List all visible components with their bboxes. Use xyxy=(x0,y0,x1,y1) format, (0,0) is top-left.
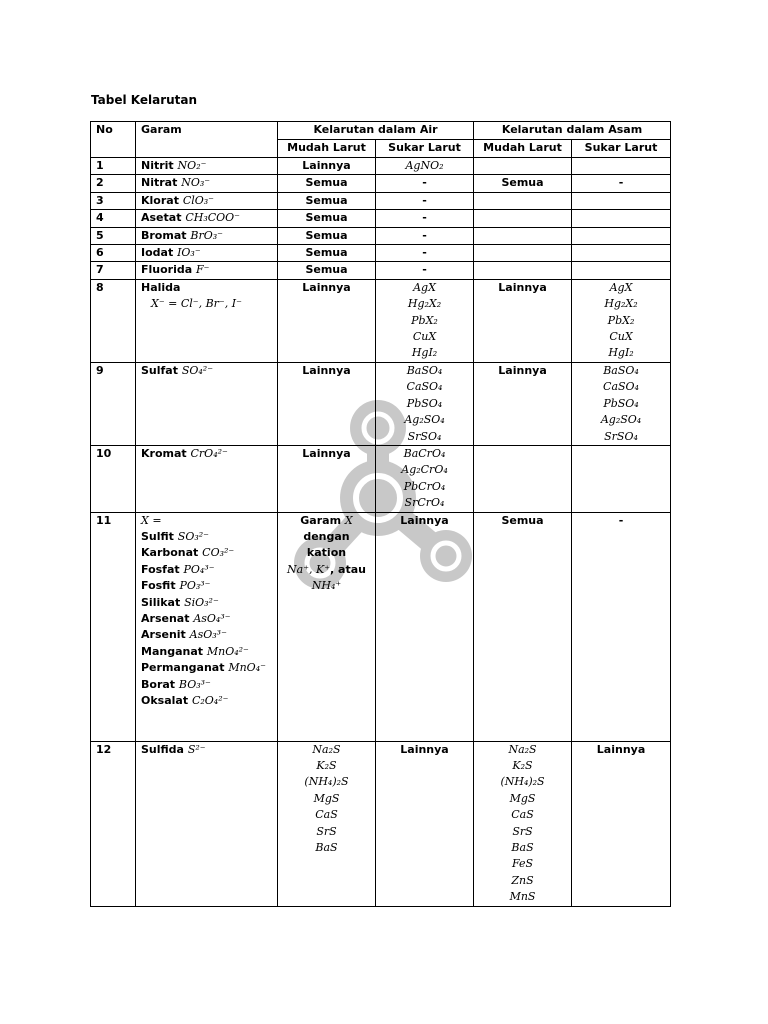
asam-sukar-cell: - xyxy=(572,512,671,741)
solubility-table xyxy=(90,121,671,907)
air-mudah-cell: Lainnya xyxy=(278,279,376,362)
anion-name: Manganat xyxy=(141,644,204,658)
formula: Ag₂SO₄ xyxy=(404,413,445,427)
asam-mudah-cell xyxy=(474,741,572,906)
asam-sukar-cell xyxy=(572,445,671,512)
anion-formula: AsO₃³⁻ xyxy=(189,628,227,642)
table-row xyxy=(91,445,671,512)
air-sukar-cell: - xyxy=(376,175,474,192)
table-row xyxy=(91,175,671,192)
row-number: 12 xyxy=(91,741,136,906)
asam-sukar-cell: Lainnya xyxy=(572,741,671,906)
row-number: 4 xyxy=(91,210,136,227)
anion-name: Borat xyxy=(141,677,176,691)
anion-formula: SiO₃²⁻ xyxy=(184,595,219,609)
anion-formula: BO₃³⁻ xyxy=(178,677,211,691)
salt-name xyxy=(136,245,278,262)
anion-formula: CO₃²⁻ xyxy=(202,546,235,560)
asam-sukar-cell: - xyxy=(572,175,671,192)
header-asam-mudah: Mudah Larut xyxy=(474,140,572,158)
header-kelarutan-air: Kelarutan dalam Air xyxy=(278,122,474,140)
air-mudah-cell: Semua xyxy=(278,175,376,192)
table-row xyxy=(91,210,671,227)
salt-name xyxy=(136,741,278,906)
salt-ion: CrO₄²⁻ xyxy=(190,446,228,460)
salt-ion: SO₄²⁻ xyxy=(181,363,214,377)
row-number: 5 xyxy=(91,227,136,244)
cation-note-line xyxy=(283,562,370,578)
formula: BaS xyxy=(511,840,534,854)
asam-sukar-cell xyxy=(572,279,671,362)
anion-name: Arsenat xyxy=(141,611,190,625)
air-mudah-cell: Lainnya xyxy=(278,158,376,175)
anion-name: Silikat xyxy=(141,595,181,609)
anion-item xyxy=(141,595,272,611)
anion-item xyxy=(141,529,272,545)
cation-note-garam: Garam xyxy=(300,513,342,527)
row-number: 10 xyxy=(91,445,136,512)
header-no: No xyxy=(91,122,136,158)
document-title: Tabel Kelarutan xyxy=(91,93,198,107)
salt-label: Bromat xyxy=(141,228,187,242)
formula: SrCrO₄ xyxy=(404,496,445,510)
table-row xyxy=(91,245,671,262)
asam-mudah-cell xyxy=(474,210,572,227)
asam-sukar-cell xyxy=(572,192,671,209)
anion-item xyxy=(141,545,272,561)
formula: CaS xyxy=(511,808,534,822)
air-sukar-cell: Lainnya xyxy=(376,741,474,906)
asam-sukar-cell xyxy=(572,262,671,279)
anion-formula: AsO₄³⁻ xyxy=(193,611,231,625)
anion-item xyxy=(141,660,272,676)
header-asam-sukar: Sukar Larut xyxy=(572,140,671,158)
anion-formula: PO₃³⁻ xyxy=(179,579,211,593)
header-kelarutan-asam: Kelarutan dalam Asam xyxy=(474,122,671,140)
air-mudah-cell: Semua xyxy=(278,210,376,227)
asam-mudah-cell: Lainnya xyxy=(474,362,572,445)
anion-name: Arsenit xyxy=(141,628,186,642)
cation-note-x: X xyxy=(344,513,353,527)
asam-sukar-cell xyxy=(572,227,671,244)
air-sukar-cell: - xyxy=(376,210,474,227)
formula: MnS xyxy=(509,890,536,904)
asam-mudah-cell xyxy=(474,158,572,175)
air-mudah-cell xyxy=(278,512,376,741)
formula: PbSO₄ xyxy=(603,396,639,410)
anion-item xyxy=(141,693,272,709)
formula: AgX xyxy=(609,280,633,294)
header-row-1 xyxy=(91,122,671,140)
salt-ion: S²⁻ xyxy=(187,742,206,756)
formula: PbX₂ xyxy=(607,313,635,327)
asam-mudah-cell: Lainnya xyxy=(474,279,572,362)
salt-label: Nitrat xyxy=(141,176,178,190)
header-air-mudah: Mudah Larut xyxy=(278,140,376,158)
formula: CuX xyxy=(609,330,633,344)
asam-mudah-cell xyxy=(474,245,572,262)
salt-name xyxy=(136,227,278,244)
formula: MgS xyxy=(509,791,536,805)
formula: CaSO₄ xyxy=(603,380,639,394)
anion-name: Permanganat xyxy=(141,661,225,675)
air-mudah-cell: Semua xyxy=(278,245,376,262)
asam-sukar-cell xyxy=(572,362,671,445)
salt-ion: NO₂⁻ xyxy=(177,159,207,172)
air-sukar-cell: - xyxy=(376,262,474,279)
formula: HgI₂ xyxy=(411,346,438,360)
anion-name: Sulfit xyxy=(141,529,174,543)
row-number: 9 xyxy=(91,362,136,445)
table-row xyxy=(91,362,671,445)
salt-label: Sulfida xyxy=(141,742,184,756)
formula: BaCrO₄ xyxy=(403,446,446,460)
formula: SrS xyxy=(316,824,337,838)
formula: Hg₂X₂ xyxy=(407,297,442,311)
formula: K₂S xyxy=(512,758,533,772)
row-number: 7 xyxy=(91,262,136,279)
formula: Na₂S xyxy=(508,742,537,756)
air-sukar-cell xyxy=(376,362,474,445)
anion-item xyxy=(141,611,272,627)
formula: CaS xyxy=(315,808,338,822)
formula: AgX xyxy=(413,280,436,294)
anion-formula: SO₃²⁻ xyxy=(177,529,209,543)
asam-sukar-cell xyxy=(572,158,671,175)
anion-formula: C₂O₄²⁻ xyxy=(191,694,229,707)
salt-label: Sulfat xyxy=(141,363,178,377)
cation-note-line xyxy=(283,513,370,529)
formula: (NH₄)₂S xyxy=(500,775,545,789)
salt-name xyxy=(136,512,278,741)
salt-name xyxy=(136,210,278,227)
formula: HgI₂ xyxy=(608,346,634,360)
anion-item xyxy=(141,578,272,594)
asam-mudah-cell: Semua xyxy=(474,175,572,192)
table-row xyxy=(91,512,671,741)
row-number: 8 xyxy=(91,279,136,362)
salt-name xyxy=(136,445,278,512)
air-mudah-cell: Semua xyxy=(278,192,376,209)
air-sukar-cell: - xyxy=(376,245,474,262)
air-mudah-cell: Lainnya xyxy=(278,445,376,512)
header-garam: Garam xyxy=(136,122,278,158)
formula: SrSO₄ xyxy=(407,429,442,443)
row-number: 1 xyxy=(91,158,136,175)
table-row xyxy=(91,279,671,362)
table-row xyxy=(91,741,671,906)
anion-name: Fosfat xyxy=(141,562,180,576)
formula: MgS xyxy=(313,791,340,805)
salt-label: Nitrit xyxy=(141,159,174,172)
formula: BaS xyxy=(315,840,338,854)
row-number: 11 xyxy=(91,512,136,741)
salt-ion: CH₃COO⁻ xyxy=(185,211,240,225)
asam-mudah-cell xyxy=(474,192,572,209)
anion-name: Fosfit xyxy=(141,579,176,593)
header-air-sukar: Sukar Larut xyxy=(376,140,474,158)
salt-name xyxy=(136,279,278,362)
formula: BaSO₄ xyxy=(406,363,443,377)
salt-label: Fluorida xyxy=(141,263,193,277)
air-mudah-cell: Semua xyxy=(278,262,376,279)
air-sukar-cell xyxy=(376,445,474,512)
air-mudah-cell: Semua xyxy=(278,227,376,244)
air-mudah-cell: Lainnya xyxy=(278,362,376,445)
salt-name xyxy=(136,175,278,192)
salt-ion: ClO₃⁻ xyxy=(182,193,214,207)
table-row xyxy=(91,158,671,175)
formula: FeS xyxy=(511,857,534,871)
cation-note-atau: , atau xyxy=(330,562,366,576)
salt-label: Klorat xyxy=(141,193,179,207)
anion-item xyxy=(141,562,272,578)
formula: PbX₂ xyxy=(411,313,438,327)
salt-name xyxy=(136,192,278,209)
formula: CuX xyxy=(412,330,437,344)
cation-ammonium: NH₄⁺ xyxy=(311,579,342,593)
salt-ion: NO₃⁻ xyxy=(181,176,211,190)
salt-name xyxy=(136,158,278,175)
anion-name: Oksalat xyxy=(141,694,189,707)
air-sukar-cell: AgNO₂ xyxy=(376,158,474,175)
asam-sukar-cell xyxy=(572,210,671,227)
formula: Na₂S xyxy=(312,742,341,756)
formula: SrS xyxy=(512,824,533,838)
formula: CaSO₄ xyxy=(406,380,443,394)
anion-formula: MnO₄²⁻ xyxy=(206,644,249,658)
row-number: 2 xyxy=(91,175,136,192)
formula: ZnS xyxy=(511,873,534,887)
cation-note-line: dengan kation xyxy=(303,529,350,560)
anion-item xyxy=(141,627,272,643)
anion-name: Karbonat xyxy=(141,546,199,560)
formula: (NH₄)₂S xyxy=(304,775,349,789)
formula: SrSO₄ xyxy=(604,429,638,443)
table-row xyxy=(91,192,671,209)
salt-name xyxy=(136,362,278,445)
salt-label: Iodat xyxy=(141,246,174,260)
asam-mudah-cell: Semua xyxy=(474,512,572,741)
asam-mudah-cell xyxy=(474,227,572,244)
x-definition: X = xyxy=(141,513,162,527)
salt-ion: F⁻ xyxy=(196,263,210,277)
formula: Ag₂CrO₄ xyxy=(401,463,448,477)
air-sukar-cell: Lainnya xyxy=(376,512,474,741)
row-number: 6 xyxy=(91,245,136,262)
salt-name xyxy=(136,262,278,279)
salt-ion: IO₃⁻ xyxy=(177,246,201,260)
air-sukar-cell: - xyxy=(376,192,474,209)
cation-list: Na⁺, K⁺ xyxy=(287,562,331,576)
formula: Hg₂X₂ xyxy=(604,297,638,311)
formula: PbCrO₄ xyxy=(403,479,446,493)
air-sukar-cell: - xyxy=(376,227,474,244)
formula: K₂S xyxy=(316,758,337,772)
row-number: 3 xyxy=(91,192,136,209)
formula: BaSO₄ xyxy=(603,363,639,377)
air-sukar-cell xyxy=(376,279,474,362)
salt-label: Halida xyxy=(141,280,181,294)
halide-definition: X⁻ = Cl⁻, Br⁻, I⁻ xyxy=(151,297,242,311)
formula: PbSO₄ xyxy=(406,396,443,410)
formula: Ag₂SO₄ xyxy=(600,413,642,427)
asam-mudah-cell xyxy=(474,445,572,512)
anion-formula: MnO₄⁻ xyxy=(228,661,266,675)
air-mudah-cell xyxy=(278,741,376,906)
salt-label: Asetat xyxy=(141,211,182,225)
table-row xyxy=(91,262,671,279)
salt-ion: BrO₃⁻ xyxy=(190,228,223,242)
salt-label: Kromat xyxy=(141,446,187,460)
anion-formula: PO₄³⁻ xyxy=(183,562,215,576)
anion-item xyxy=(141,644,272,660)
anion-item xyxy=(141,677,272,693)
asam-mudah-cell xyxy=(474,262,572,279)
table-row xyxy=(91,227,671,244)
asam-sukar-cell xyxy=(572,245,671,262)
